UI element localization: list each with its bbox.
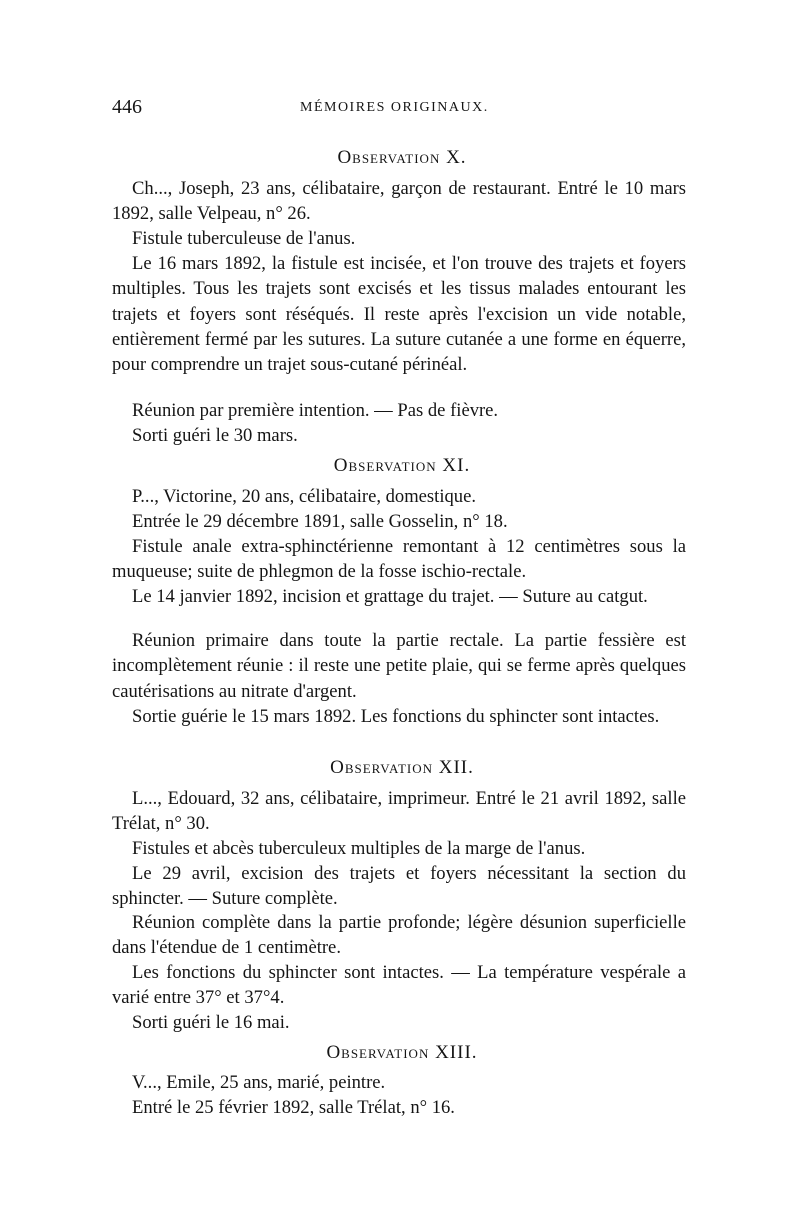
observation-paragraph: Entré le 25 février 1892, salle Trélat, n° 16. — [132, 1097, 455, 1118]
observation-paragraph: Sorti guéri le 16 mai. — [132, 1012, 290, 1033]
observation-paragraph: Sorti guéri le 30 mars. — [132, 425, 298, 446]
observation-paragraph: Sortie guérie le 15 mars 1892. Les fonctions du sphincter sont intactes. — [132, 706, 660, 727]
observation-title: Observation XII. — [330, 757, 474, 778]
observation-paragraph: Fistule tuberculeuse de l'anus. — [132, 228, 356, 249]
observation-paragraph: V..., Emile, 25 ans, marié, peintre. — [132, 1072, 386, 1093]
observation-paragraph: Entrée le 29 décembre 1891, salle Gosselin, n° 18. — [132, 511, 508, 532]
observation-paragraph: Ch..., Joseph, 23 ans, célibataire, garçon de restaurant. Entré le 10 mars 1892, salle Velpeau, n° 26. — [112, 178, 686, 225]
running-head: MÉMOIRES ORIGINAUX. — [300, 100, 489, 115]
observation-title: Observation XIII. — [326, 1042, 478, 1063]
observation-paragraph: P..., Victorine, 20 ans, célibataire, domestique. — [132, 486, 476, 507]
page-number: 446 — [112, 96, 142, 118]
observation-paragraph: Les fonctions du sphincter sont intactes. — La température vespérale a varié entre 37° et 37°4. — [112, 962, 686, 1009]
observation-paragraph: Fistule anale extra-sphinctérienne remontant à 12 centimètres sous la muqueuse; suite de phlegmon de la fosse ischio-rectale. — [112, 536, 686, 583]
observation-title: Observation XI. — [333, 455, 471, 476]
page-header — [112, 96, 692, 126]
observation-paragraph: Le 14 janvier 1892, incision et grattage du trajet. — Suture au catgut. — [132, 586, 648, 607]
observation-paragraph: Le 16 mars 1892, la fistule est incisée, et l'on trouve des trajets et foyers multiples. Tous les trajets sont excisés et les tissus malades entourant les trajets et foyers sont réséqués. Il reste après l'excision un vide notable, entièrement fermé par les sutures. La suture cutanée a une forme en équerre, pour comprendre un trajet sous-cutané périnéal. — [112, 253, 686, 376]
observation-title: Observation X. — [337, 147, 467, 168]
observation-paragraph: Le 29 avril, excision des trajets et foyers nécessitant la section du sphincter. — Suture complète. — [112, 863, 686, 910]
observation-paragraph: Réunion complète dans la partie profonde; légère désunion superficielle dans l'étendue de 1 centimètre. — [112, 912, 686, 959]
observation-paragraph: Réunion par première intention. — Pas de fièvre. — [132, 400, 499, 421]
observation-paragraph: Réunion primaire dans toute la partie rectale. La partie fessière est incomplètement réunie : il reste une petite plaie, qui se ferme après quelques cautérisations au nitrate d'argent. — [112, 630, 686, 702]
observation-paragraph: Fistules et abcès tuberculeux multiples de la marge de l'anus. — [132, 838, 586, 859]
observation-paragraph: L..., Edouard, 32 ans, célibataire, imprimeur. Entré le 21 avril 1892, salle Trélat, n° 30. — [112, 788, 686, 835]
